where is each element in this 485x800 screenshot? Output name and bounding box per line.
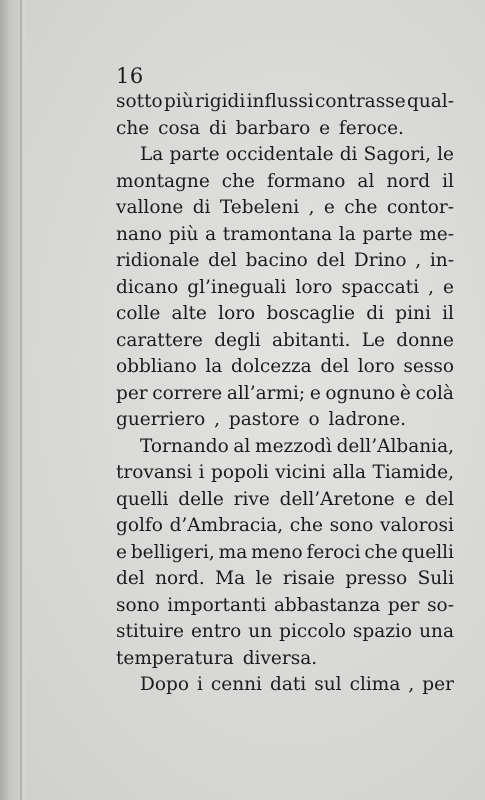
text-line: Tornando al mezzodì dell’Albania, bbox=[140, 435, 454, 457]
page-edge-line bbox=[20, 0, 22, 800]
text-line: nano più a tramontana la parte me- bbox=[116, 223, 454, 245]
text-line: dicano gl’ineguali loro spaccati , e bbox=[116, 276, 454, 298]
text-line: quelli delle rive dell’Aretone e del bbox=[116, 488, 454, 510]
page-number: 16 bbox=[116, 64, 144, 88]
text-line: sotto più rigidi influssi contrasse qual- bbox=[116, 91, 454, 112]
text-line: sono importanti abbastanza per so- bbox=[116, 594, 454, 616]
text-line: golfo d’Ambracia, che sono valorosi bbox=[116, 515, 454, 536]
text-line: guerriero , pastore o ladrone. bbox=[116, 409, 407, 430]
text-line: per correre all’armi; e ognuno è colà bbox=[116, 382, 454, 404]
text-line: che cosa di barbaro e feroce. bbox=[116, 117, 404, 139]
text-line: carattere degli abitanti. Le donne bbox=[116, 329, 454, 351]
page-gutter-shadow bbox=[0, 0, 26, 800]
text-line: La parte occidentale di Sagori, le bbox=[140, 144, 454, 165]
text-line: Dopo i cenni dati sul clima , per bbox=[140, 674, 454, 695]
text-line: stituire entro un piccolo spazio una bbox=[116, 621, 454, 642]
text-line: del nord. Ma le risaie presso Suli bbox=[116, 568, 454, 589]
text-line: vallone di Tebeleni , e che contor- bbox=[116, 197, 454, 218]
text-line: ridionale del bacino del Drino , in- bbox=[116, 250, 454, 271]
text-line: montagne che formano al nord il bbox=[116, 170, 454, 192]
text-line: e belligeri, ma meno feroci che quelli bbox=[116, 541, 454, 563]
text-line: temperatura diversa. bbox=[116, 647, 318, 669]
text-line: colle alte loro boscaglie di pini il bbox=[116, 303, 454, 324]
text-line: obbliano la dolcezza del loro sesso bbox=[116, 356, 454, 377]
body-text bbox=[116, 89, 454, 699]
text-line: trovansi i popoli vicini alla Tiamide, bbox=[116, 462, 454, 483]
